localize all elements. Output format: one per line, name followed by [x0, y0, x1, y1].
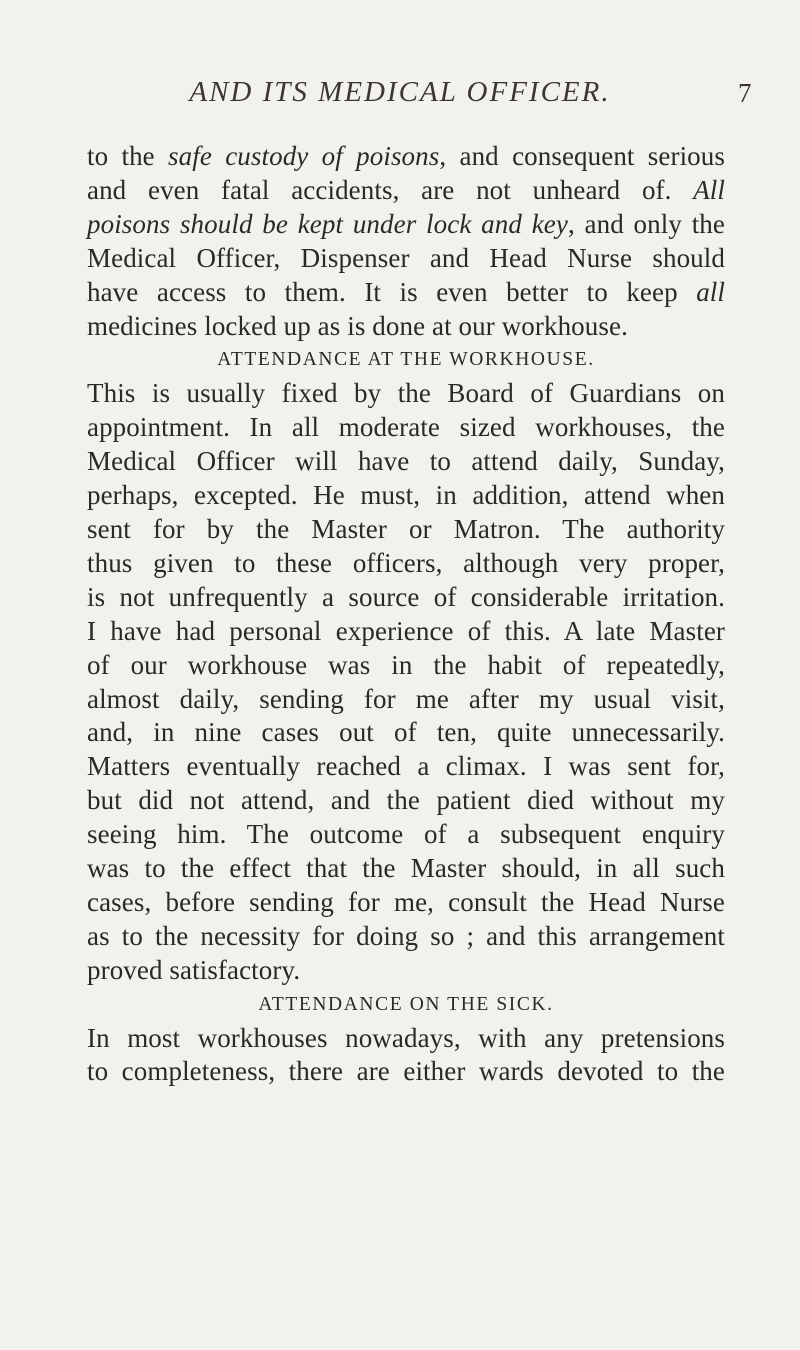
text-line: was to the effect that the Master should, in all such: [87, 853, 725, 884]
text-line: of our workhouse was in the habit of repeatedly,: [87, 649, 725, 680]
text-line: and even fatal accidents, are not unheard of. All: [87, 174, 725, 205]
body-text: [87, 140, 725, 1089]
text-line: medicines locked up as is done at our workhouse.: [87, 310, 628, 341]
running-head: AND ITS MEDICAL OFFICER.: [189, 76, 611, 108]
text-line: is not unfrequently a source of considerable irritation.: [87, 581, 725, 612]
text-line: thus given to these officers, although very proper,: [87, 547, 725, 578]
text-line: seeing him. The outcome of a subsequent enquiry: [87, 819, 725, 850]
text-line: as to the necessity for doing so ; and this arrangement: [87, 920, 725, 951]
text-line: sent for by the Master or Matron. The authority: [87, 513, 725, 544]
text-line: to completeness, there are either wards devoted to the: [87, 1056, 725, 1087]
text-line: Medical Officer, Dispenser and Head Nurse should: [87, 242, 725, 273]
text-line: cases, before sending for me, consult the Head Nurse: [87, 886, 725, 917]
text-line: proved satisfactory.: [87, 954, 301, 985]
text-line: almost daily, sending for me after my usual visit,: [87, 683, 725, 714]
text-line: have access to them. It is even better to keep all: [87, 276, 725, 307]
text-line: This is usually fixed by the Board of Guardians on: [87, 378, 725, 409]
section-heading: ATTENDANCE ON THE SICK.: [258, 993, 554, 1015]
section-heading: ATTENDANCE AT THE WORKHOUSE.: [217, 349, 595, 371]
text-line: appointment. In all moderate sized workhouses, the: [87, 412, 725, 443]
text-line: but did not attend, and the patient died without my: [87, 785, 725, 816]
text-line: I have had personal experience of this. A late Master: [87, 615, 725, 646]
text-line: and, in nine cases out of ten, quite unnecessarily.: [87, 717, 725, 748]
text-line: Matters eventually reached a climax. I was sent for,: [87, 751, 725, 782]
text-line: Medical Officer will have to attend daily, Sunday,: [87, 446, 725, 477]
text-line: In most workhouses nowadays, with any pretensions: [87, 1022, 725, 1053]
text-line: poisons should be kept under lock and key, and only the: [87, 208, 725, 239]
text-line: perhaps, excepted. He must, in addition, attend when: [87, 480, 725, 511]
page-number: 7: [738, 78, 752, 108]
text-line: to the safe custody of poisons, and consequent serious: [87, 141, 725, 171]
